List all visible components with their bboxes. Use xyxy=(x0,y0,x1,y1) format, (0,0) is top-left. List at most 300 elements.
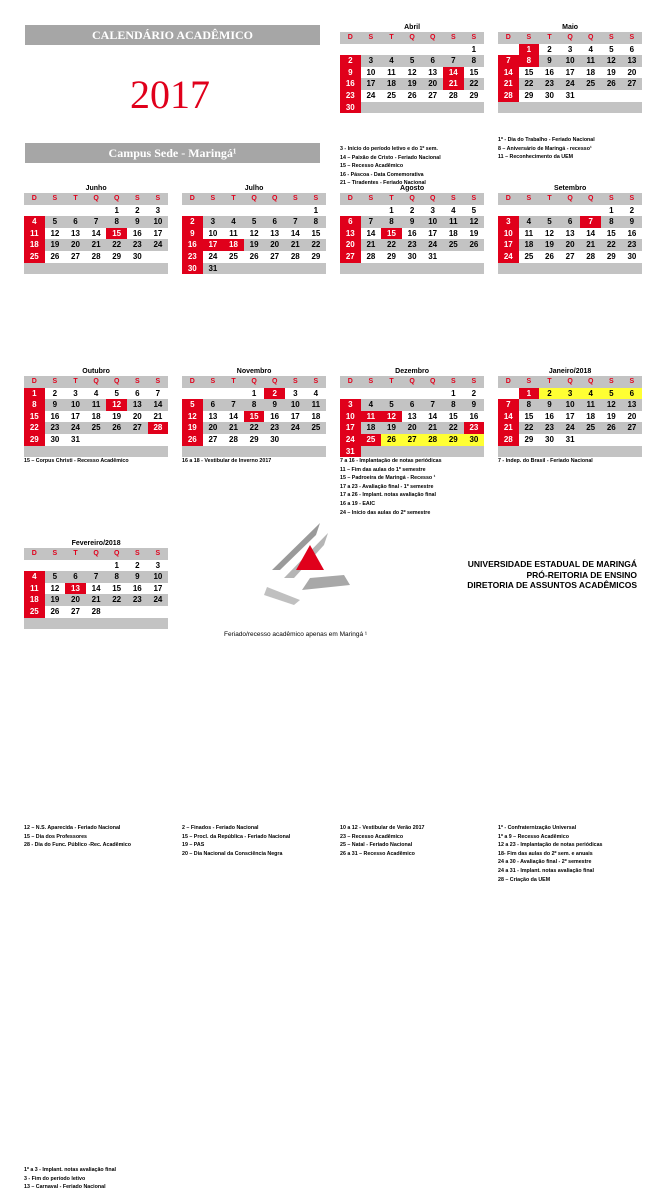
weekday-header: S xyxy=(443,193,464,205)
day-cell: 24 xyxy=(148,594,169,606)
weekday-header: S xyxy=(203,376,224,388)
month-title: Outubro xyxy=(82,368,110,375)
day-cell: 19 xyxy=(244,239,265,251)
note-line: 7 - Indep. do Brasil - Feriado Nacional xyxy=(498,458,593,464)
day-cell: 22 xyxy=(306,239,327,251)
day-cell: 4 xyxy=(24,216,45,228)
weekday-header: Q xyxy=(244,376,265,388)
day-cell: 9 xyxy=(264,399,285,411)
weekday-header: S xyxy=(443,376,464,388)
day-cell: 1 xyxy=(381,205,402,217)
day-cell: 25 xyxy=(223,251,244,263)
day-cell: 24 xyxy=(285,422,306,434)
day-cell: 23 xyxy=(45,422,66,434)
weekday-header: Q xyxy=(422,32,443,44)
day-cell: 14 xyxy=(498,67,519,79)
day-cell: 20 xyxy=(65,239,86,251)
weekday-header: S xyxy=(127,548,148,560)
day-cell: 27 xyxy=(560,251,581,263)
empty-cell xyxy=(498,446,519,458)
weekday-header: S xyxy=(519,376,540,388)
day-cell: 12 xyxy=(601,399,622,411)
day-cell: 26 xyxy=(601,78,622,90)
day-cell: 16 xyxy=(340,78,361,90)
empty-cell xyxy=(422,388,443,400)
day-cell: 13 xyxy=(402,411,423,423)
empty-cell xyxy=(148,263,169,275)
day-cell: 5 xyxy=(106,388,127,400)
day-cell: 22 xyxy=(519,78,540,90)
day-cell: 16 xyxy=(182,239,203,251)
day-cell: 20 xyxy=(203,422,224,434)
day-cell: 10 xyxy=(340,411,361,423)
day-cell: 28 xyxy=(498,434,519,446)
day-cell: 30 xyxy=(464,434,485,446)
note-line: 18- Fim das aulas do 2º sem. e anuais xyxy=(498,850,593,857)
empty-cell xyxy=(402,102,423,114)
note-line: 15 – Padroeira de Maringá - Recesso ¹ xyxy=(340,475,436,482)
day-cell: 12 xyxy=(45,583,66,595)
day-cell: 11 xyxy=(306,399,327,411)
day-cell: 19 xyxy=(182,422,203,434)
day-cell: 15 xyxy=(601,228,622,240)
day-cell: 10 xyxy=(285,399,306,411)
note-line: 15 – Corpus Christi - Recesso Acadêmico xyxy=(24,458,129,464)
empty-cell xyxy=(24,618,45,630)
weekday-header: S xyxy=(464,193,485,205)
day-cell: 23 xyxy=(464,422,485,434)
day-cell: 13 xyxy=(65,228,86,240)
day-cell: 28 xyxy=(86,251,107,263)
day-cell: 14 xyxy=(86,228,107,240)
weekday-header: Q xyxy=(580,193,601,205)
day-cell: 17 xyxy=(285,411,306,423)
weekday-header: S xyxy=(306,193,327,205)
day-cell: 13 xyxy=(127,399,148,411)
day-cell: 21 xyxy=(148,411,169,423)
day-cell: 5 xyxy=(464,205,485,217)
day-cell: 7 xyxy=(285,216,306,228)
day-cell: 28 xyxy=(223,434,244,446)
month-title: Junho xyxy=(85,185,107,192)
day-cell: 27 xyxy=(422,90,443,102)
day-cell: 14 xyxy=(148,399,169,411)
day-cell: 9 xyxy=(340,67,361,79)
note-line: 2 – Finados - Feriado Nacional xyxy=(182,825,259,831)
day-cell: 17 xyxy=(560,411,581,423)
day-cell: 21 xyxy=(285,239,306,251)
day-cell: 7 xyxy=(223,399,244,411)
note-line: 12 – N.S. Aparecida - Feriado Nacional xyxy=(24,825,121,831)
note-line: 15 – Recesso Acadêmico xyxy=(340,163,404,170)
day-cell: 21 xyxy=(86,594,107,606)
day-cell: 14 xyxy=(86,583,107,595)
day-cell: 6 xyxy=(622,44,643,56)
day-cell: 4 xyxy=(24,571,45,583)
empty-cell xyxy=(285,205,306,217)
weekday-header: S xyxy=(443,32,464,44)
day-cell: 18 xyxy=(580,411,601,423)
note-line: 28 - Dia do Func. Público -Rec. Acadêmico xyxy=(24,842,131,849)
day-cell: 25 xyxy=(24,606,45,618)
empty-cell xyxy=(381,44,402,56)
directorate: DIRETORIA DE ASSUNTOS ACADÊMICOS xyxy=(467,580,637,590)
empty-cell xyxy=(519,102,540,114)
day-cell: 15 xyxy=(381,228,402,240)
day-cell: 1 xyxy=(519,388,540,400)
day-cell: 14 xyxy=(361,228,382,240)
weekday-header: S xyxy=(601,376,622,388)
day-cell: 25 xyxy=(361,434,382,446)
day-cell: 22 xyxy=(443,422,464,434)
day-cell: 30 xyxy=(182,263,203,275)
day-cell: 26 xyxy=(601,422,622,434)
day-cell: 29 xyxy=(519,434,540,446)
day-cell: 25 xyxy=(306,422,327,434)
empty-cell xyxy=(203,446,224,458)
empty-cell xyxy=(65,446,86,458)
day-cell: 18 xyxy=(443,228,464,240)
day-cell: 13 xyxy=(65,583,86,595)
empty-cell xyxy=(443,102,464,114)
day-cell: 6 xyxy=(264,216,285,228)
day-cell: 9 xyxy=(539,399,560,411)
empty-cell xyxy=(601,263,622,275)
day-cell: 20 xyxy=(422,78,443,90)
day-cell: 7 xyxy=(580,216,601,228)
day-cell: 26 xyxy=(45,251,66,263)
empty-cell xyxy=(381,388,402,400)
empty-cell xyxy=(340,44,361,56)
empty-cell xyxy=(24,263,45,275)
day-cell: 25 xyxy=(580,78,601,90)
empty-cell xyxy=(106,606,127,618)
day-cell: 10 xyxy=(422,216,443,228)
day-cell: 24 xyxy=(361,90,382,102)
footer-note: Feriado/recesso acadêmico apenas em Maringá ¹ xyxy=(224,631,368,638)
weekday-header: Q xyxy=(560,32,581,44)
day-cell: 3 xyxy=(148,205,169,217)
empty-cell xyxy=(381,263,402,275)
day-cell: 2 xyxy=(539,44,560,56)
day-cell: 20 xyxy=(340,239,361,251)
day-cell: 22 xyxy=(601,239,622,251)
day-cell: 13 xyxy=(264,228,285,240)
note-line: 11 – Reconhecimento da UEM xyxy=(498,154,574,161)
note-line: 12 a 23 - Implantação de notas periódicas xyxy=(498,842,603,849)
day-cell: 19 xyxy=(601,67,622,79)
month-notes-outubro xyxy=(24,824,131,850)
weekday-header: D xyxy=(340,193,361,205)
empty-cell xyxy=(580,263,601,275)
day-cell: 5 xyxy=(244,216,265,228)
day-cell: 21 xyxy=(422,422,443,434)
day-cell: 26 xyxy=(381,434,402,446)
month-notes-setembro xyxy=(498,457,593,466)
day-cell: 15 xyxy=(519,67,540,79)
month-notes-novembro xyxy=(182,824,290,858)
empty-cell xyxy=(65,560,86,572)
empty-cell xyxy=(464,446,485,458)
empty-cell xyxy=(443,44,464,56)
day-cell: 23 xyxy=(340,90,361,102)
empty-cell xyxy=(45,560,66,572)
empty-cell xyxy=(560,446,581,458)
empty-cell xyxy=(148,618,169,630)
day-cell: 9 xyxy=(402,216,423,228)
note-line: 21 – Tiradentes - Feriado Nacional xyxy=(340,180,426,187)
day-cell: 27 xyxy=(65,251,86,263)
empty-cell xyxy=(86,618,107,630)
day-cell: 21 xyxy=(498,78,519,90)
day-cell: 16 xyxy=(402,228,423,240)
month-notes-maio xyxy=(498,136,595,162)
day-cell: 10 xyxy=(203,228,224,240)
day-cell: 3 xyxy=(65,388,86,400)
empty-cell xyxy=(45,205,66,217)
day-cell: 6 xyxy=(203,399,224,411)
empty-cell xyxy=(498,44,519,56)
day-cell: 2 xyxy=(127,205,148,217)
day-cell: 17 xyxy=(422,228,443,240)
day-cell: 3 xyxy=(203,216,224,228)
day-cell: 27 xyxy=(622,422,643,434)
day-cell: 18 xyxy=(24,239,45,251)
empty-cell xyxy=(361,102,382,114)
day-cell: 18 xyxy=(580,67,601,79)
day-cell: 6 xyxy=(422,55,443,67)
weekday-header: S xyxy=(519,193,540,205)
day-cell: 24 xyxy=(560,78,581,90)
empty-cell xyxy=(106,618,127,630)
day-cell: 8 xyxy=(24,399,45,411)
weekday-header: D xyxy=(24,376,45,388)
day-cell: 10 xyxy=(361,67,382,79)
day-cell: 29 xyxy=(24,434,45,446)
day-cell: 18 xyxy=(519,239,540,251)
day-cell: 6 xyxy=(622,388,643,400)
note-line: 1º a 9 – Recesso Acadêmico xyxy=(498,833,569,840)
day-cell: 5 xyxy=(381,399,402,411)
weekday-header: D xyxy=(182,376,203,388)
day-cell: 5 xyxy=(402,55,423,67)
day-cell: 7 xyxy=(361,216,382,228)
weekday-header: S xyxy=(464,376,485,388)
day-cell: 7 xyxy=(86,216,107,228)
empty-cell xyxy=(464,263,485,275)
empty-cell xyxy=(45,618,66,630)
empty-cell xyxy=(580,90,601,102)
day-cell: 10 xyxy=(148,571,169,583)
empty-cell xyxy=(580,205,601,217)
day-cell: 2 xyxy=(45,388,66,400)
empty-cell xyxy=(498,388,519,400)
empty-cell xyxy=(622,102,643,114)
day-cell: 6 xyxy=(65,216,86,228)
day-cell: 10 xyxy=(148,216,169,228)
day-cell: 22 xyxy=(106,239,127,251)
weekday-header: Q xyxy=(106,548,127,560)
empty-cell xyxy=(519,446,540,458)
day-cell: 13 xyxy=(203,411,224,423)
empty-cell xyxy=(306,263,327,275)
empty-cell xyxy=(464,102,485,114)
day-cell: 16 xyxy=(45,411,66,423)
day-cell: 31 xyxy=(560,434,581,446)
day-cell: 23 xyxy=(539,78,560,90)
weekday-header: S xyxy=(45,376,66,388)
day-cell: 27 xyxy=(340,251,361,263)
empty-cell xyxy=(45,263,66,275)
day-cell: 1 xyxy=(24,388,45,400)
day-cell: 15 xyxy=(106,228,127,240)
empty-cell xyxy=(86,263,107,275)
day-cell: 16 xyxy=(622,228,643,240)
day-cell: 31 xyxy=(340,446,361,458)
weekday-header: D xyxy=(182,193,203,205)
empty-cell xyxy=(127,434,148,446)
day-cell: 22 xyxy=(464,78,485,90)
weekday-header: S xyxy=(127,193,148,205)
empty-cell xyxy=(498,263,519,275)
day-cell: 4 xyxy=(519,216,540,228)
month-title: Abril xyxy=(404,24,421,31)
day-cell: 17 xyxy=(65,411,86,423)
campus-banner: Campus Sede - Maringá¹ xyxy=(25,143,320,163)
note-line: 14 – Paixão de Cristo - Feriado Nacional xyxy=(340,154,441,161)
month-title: Julho xyxy=(244,185,264,192)
month-notes-dezembro xyxy=(340,824,425,858)
empty-cell xyxy=(65,263,86,275)
day-cell: 28 xyxy=(361,251,382,263)
day-cell: 28 xyxy=(86,606,107,618)
day-cell: 12 xyxy=(106,399,127,411)
day-cell: 1 xyxy=(306,205,327,217)
day-cell: 24 xyxy=(498,251,519,263)
day-cell: 10 xyxy=(560,399,581,411)
note-line: 24 – Início das aulas do 2º semestre xyxy=(340,509,431,516)
day-cell: 3 xyxy=(422,205,443,217)
note-line: 17 a 26 - Implant. notas avaliação final xyxy=(340,492,436,499)
weekday-header: S xyxy=(45,548,66,560)
weekday-header: D xyxy=(340,376,361,388)
day-cell: 15 xyxy=(464,67,485,79)
day-cell: 16 xyxy=(539,67,560,79)
day-cell: 20 xyxy=(402,422,423,434)
day-cell: 1 xyxy=(519,44,540,56)
empty-cell xyxy=(519,205,540,217)
empty-cell xyxy=(402,388,423,400)
pro-rectory: PRÓ-REITORIA DE ENSINO xyxy=(526,569,637,580)
day-cell: 21 xyxy=(86,239,107,251)
empty-cell xyxy=(498,102,519,114)
weekday-header: S xyxy=(601,193,622,205)
weekday-header: T xyxy=(381,376,402,388)
weekday-header: S xyxy=(622,376,643,388)
empty-cell xyxy=(443,263,464,275)
empty-cell xyxy=(422,44,443,56)
day-cell: 22 xyxy=(519,422,540,434)
day-cell: 30 xyxy=(127,251,148,263)
day-cell: 4 xyxy=(580,388,601,400)
day-cell: 4 xyxy=(381,55,402,67)
day-cell: 11 xyxy=(580,55,601,67)
weekday-header: Q xyxy=(402,376,423,388)
weekday-header: D xyxy=(498,193,519,205)
empty-cell xyxy=(340,263,361,275)
day-cell: 29 xyxy=(464,90,485,102)
empty-cell xyxy=(422,446,443,458)
day-cell: 26 xyxy=(182,434,203,446)
day-cell: 24 xyxy=(340,434,361,446)
day-cell: 19 xyxy=(464,228,485,240)
note-line: 24 a 31 - Implant. notas avaliação final xyxy=(498,867,594,874)
day-cell: 26 xyxy=(244,251,265,263)
day-cell: 5 xyxy=(45,571,66,583)
day-cell: 8 xyxy=(106,216,127,228)
day-cell: 17 xyxy=(203,239,224,251)
day-cell: 11 xyxy=(580,399,601,411)
empty-cell xyxy=(285,446,306,458)
day-cell: 6 xyxy=(340,216,361,228)
empty-cell xyxy=(86,205,107,217)
day-cell: 19 xyxy=(539,239,560,251)
day-cell: 19 xyxy=(601,411,622,423)
empty-cell xyxy=(519,263,540,275)
weekday-header: S xyxy=(361,32,382,44)
day-cell: 8 xyxy=(244,399,265,411)
day-cell: 14 xyxy=(223,411,244,423)
note-line: 11 – Fim das aulas do 1º semestre xyxy=(340,466,426,473)
empty-cell xyxy=(340,388,361,400)
empty-cell xyxy=(148,606,169,618)
day-cell: 24 xyxy=(422,239,443,251)
day-cell: 25 xyxy=(24,251,45,263)
empty-cell xyxy=(285,263,306,275)
day-cell: 18 xyxy=(24,594,45,606)
weekday-header: T xyxy=(381,32,402,44)
day-cell: 20 xyxy=(264,239,285,251)
weekday-header: S xyxy=(127,376,148,388)
day-cell: 5 xyxy=(601,44,622,56)
empty-cell xyxy=(622,90,643,102)
month-notes-julho xyxy=(182,457,271,466)
note-line: 17 a 23 - Avaliação final - 1º semestre xyxy=(340,483,434,490)
empty-cell xyxy=(45,446,66,458)
weekday-header: T xyxy=(223,193,244,205)
day-cell: 21 xyxy=(361,239,382,251)
day-cell: 4 xyxy=(306,388,327,400)
empty-cell xyxy=(580,102,601,114)
empty-cell xyxy=(244,263,265,275)
day-cell: 12 xyxy=(539,228,560,240)
weekday-header: D xyxy=(24,193,45,205)
note-line: 16 a 18 - Vestibular de Inverno 2017 xyxy=(182,458,272,464)
day-cell: 21 xyxy=(443,78,464,90)
month-title: Dezembro xyxy=(395,368,430,375)
day-cell: 9 xyxy=(182,228,203,240)
day-cell: 3 xyxy=(498,216,519,228)
empty-cell xyxy=(106,263,127,275)
day-cell: 3 xyxy=(148,560,169,572)
day-cell: 16 xyxy=(127,228,148,240)
empty-cell xyxy=(361,446,382,458)
empty-cell xyxy=(402,263,423,275)
day-cell: 2 xyxy=(622,205,643,217)
day-cell: 14 xyxy=(498,411,519,423)
weekday-header: S xyxy=(601,32,622,44)
day-cell: 12 xyxy=(45,228,66,240)
